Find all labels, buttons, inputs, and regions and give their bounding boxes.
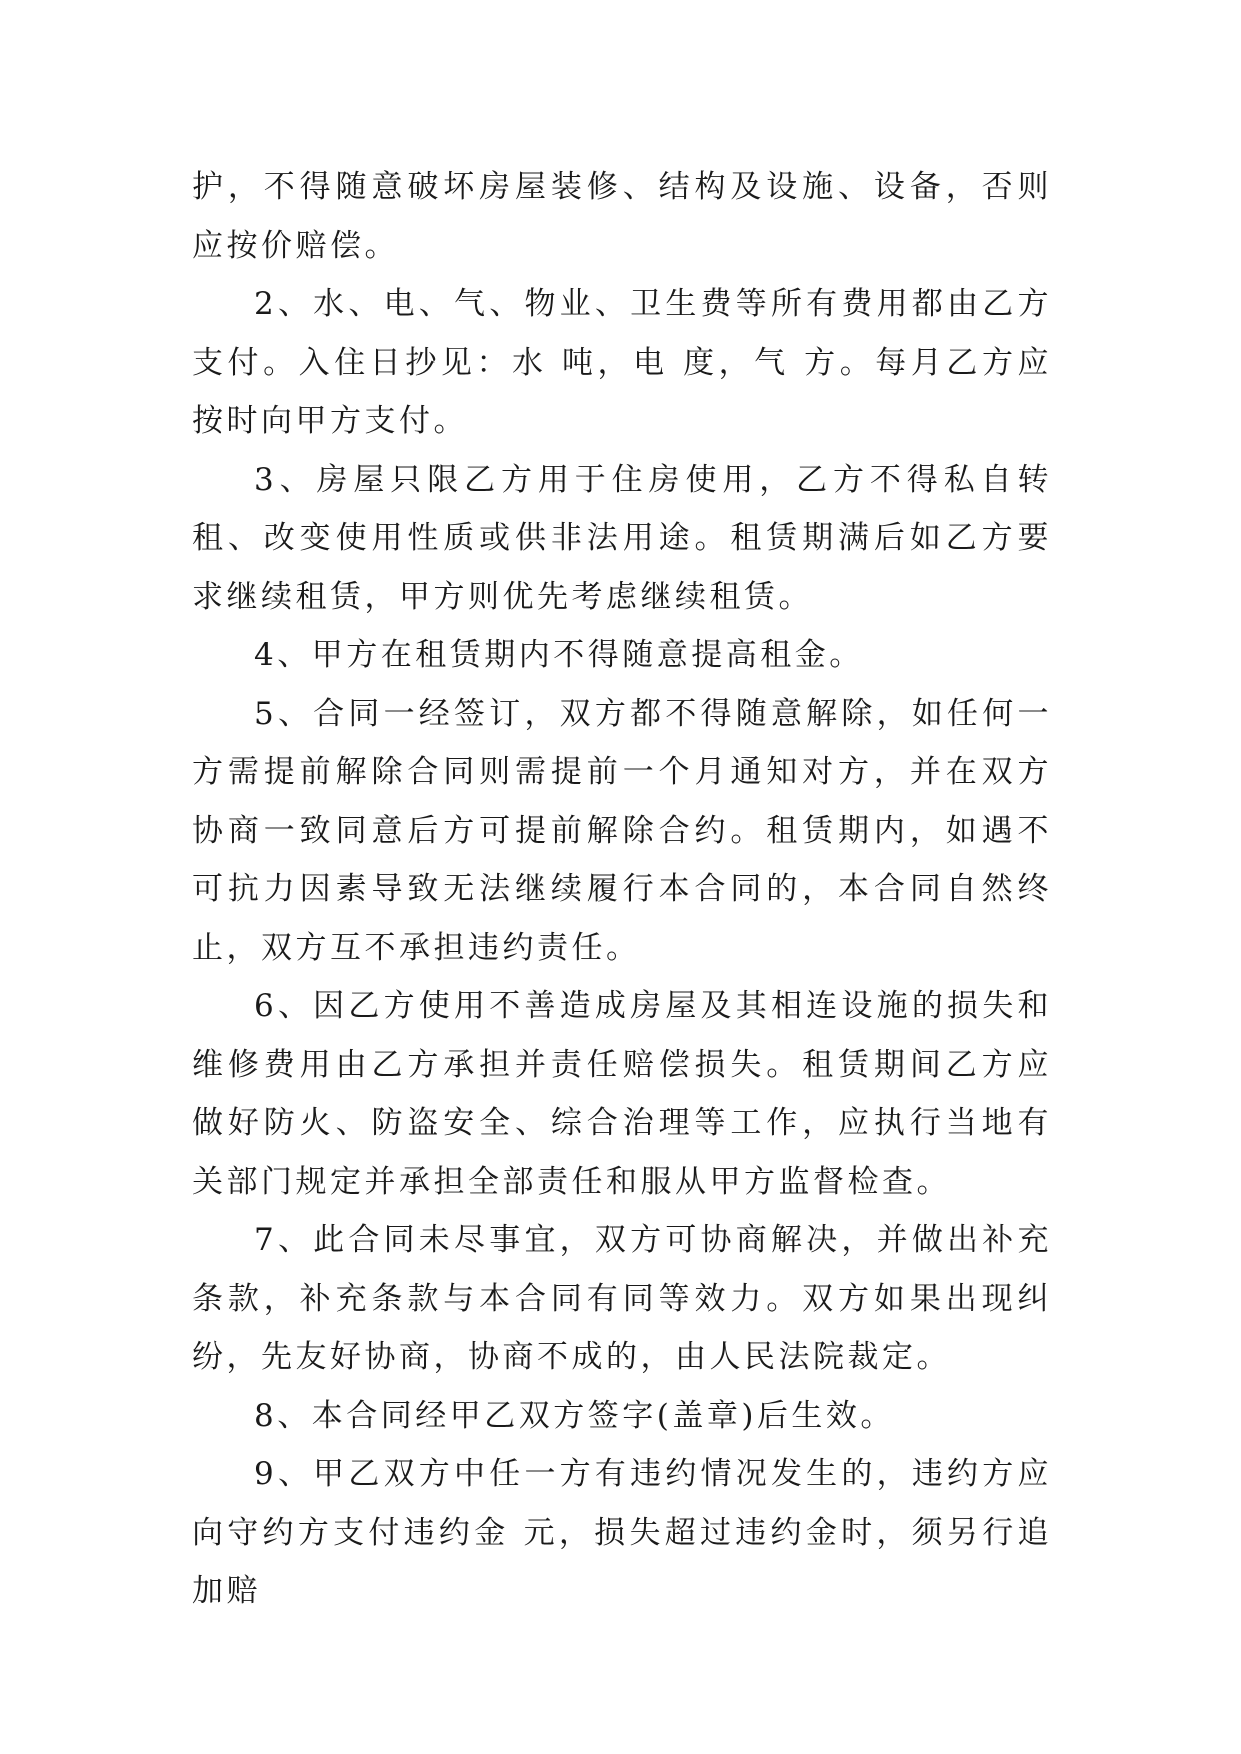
document-body <box>192 158 1052 1621</box>
paragraph-clause-2: 2、水、电、气、物业、卫生费等所有费用都由乙方支付。入住日抄见：水 吨，电 度，气 方。每月乙方应按时向甲方支付。 <box>192 286 1052 439</box>
paragraph-continuation: 护，不得随意破坏房屋装修、结构及设施、设备，否则应按价赔偿。 <box>192 169 1052 264</box>
paragraph-clause-5: 5、合同一经签订，双方都不得随意解除，如任何一方需提前解除合同则需提前一个月通知对方，并在双方协商一致同意后方可提前解除合约。租赁期内，如遇不可抗力因素导致无法继续履行本合同的，本合同自然终止，双方互不承担违约责任。 <box>192 695 1052 966</box>
paragraph-clause-6: 6、因乙方使用不善造成房屋及其相连设施的损失和维修费用由乙方承担并责任赔偿损失。租赁期间乙方应做好防火、防盗安全、综合治理等工作，应执行当地有关部门规定并承担全部责任和服从甲方监督检查。 <box>192 988 1052 1200</box>
paragraph-clause-9: 9、甲乙双方中任一方有违约情况发生的，违约方应向守约方支付违约金 元，损失超过违约金时，须另行追加赔 <box>192 1456 1052 1609</box>
paragraph-clause-4: 4、甲方在租赁期内不得随意提高租金。 <box>254 637 864 673</box>
paragraph-clause-3: 3、房屋只限乙方用于住房使用，乙方不得私自转租、改变使用性质或供非法用途。租赁期满后如乙方要求继续租赁，甲方则优先考虑继续租赁。 <box>192 461 1052 615</box>
paragraph-clause-7: 7、此合同未尽事宜，双方可协商解决，并做出补充条款，补充条款与本合同有同等效力。双方如果出现纠纷，先友好协商，协商不成的，由人民法院裁定。 <box>192 1222 1052 1375</box>
paragraph-clause-8: 8、本合同经甲乙双方签字(盖章)后生效。 <box>254 1397 895 1434</box>
